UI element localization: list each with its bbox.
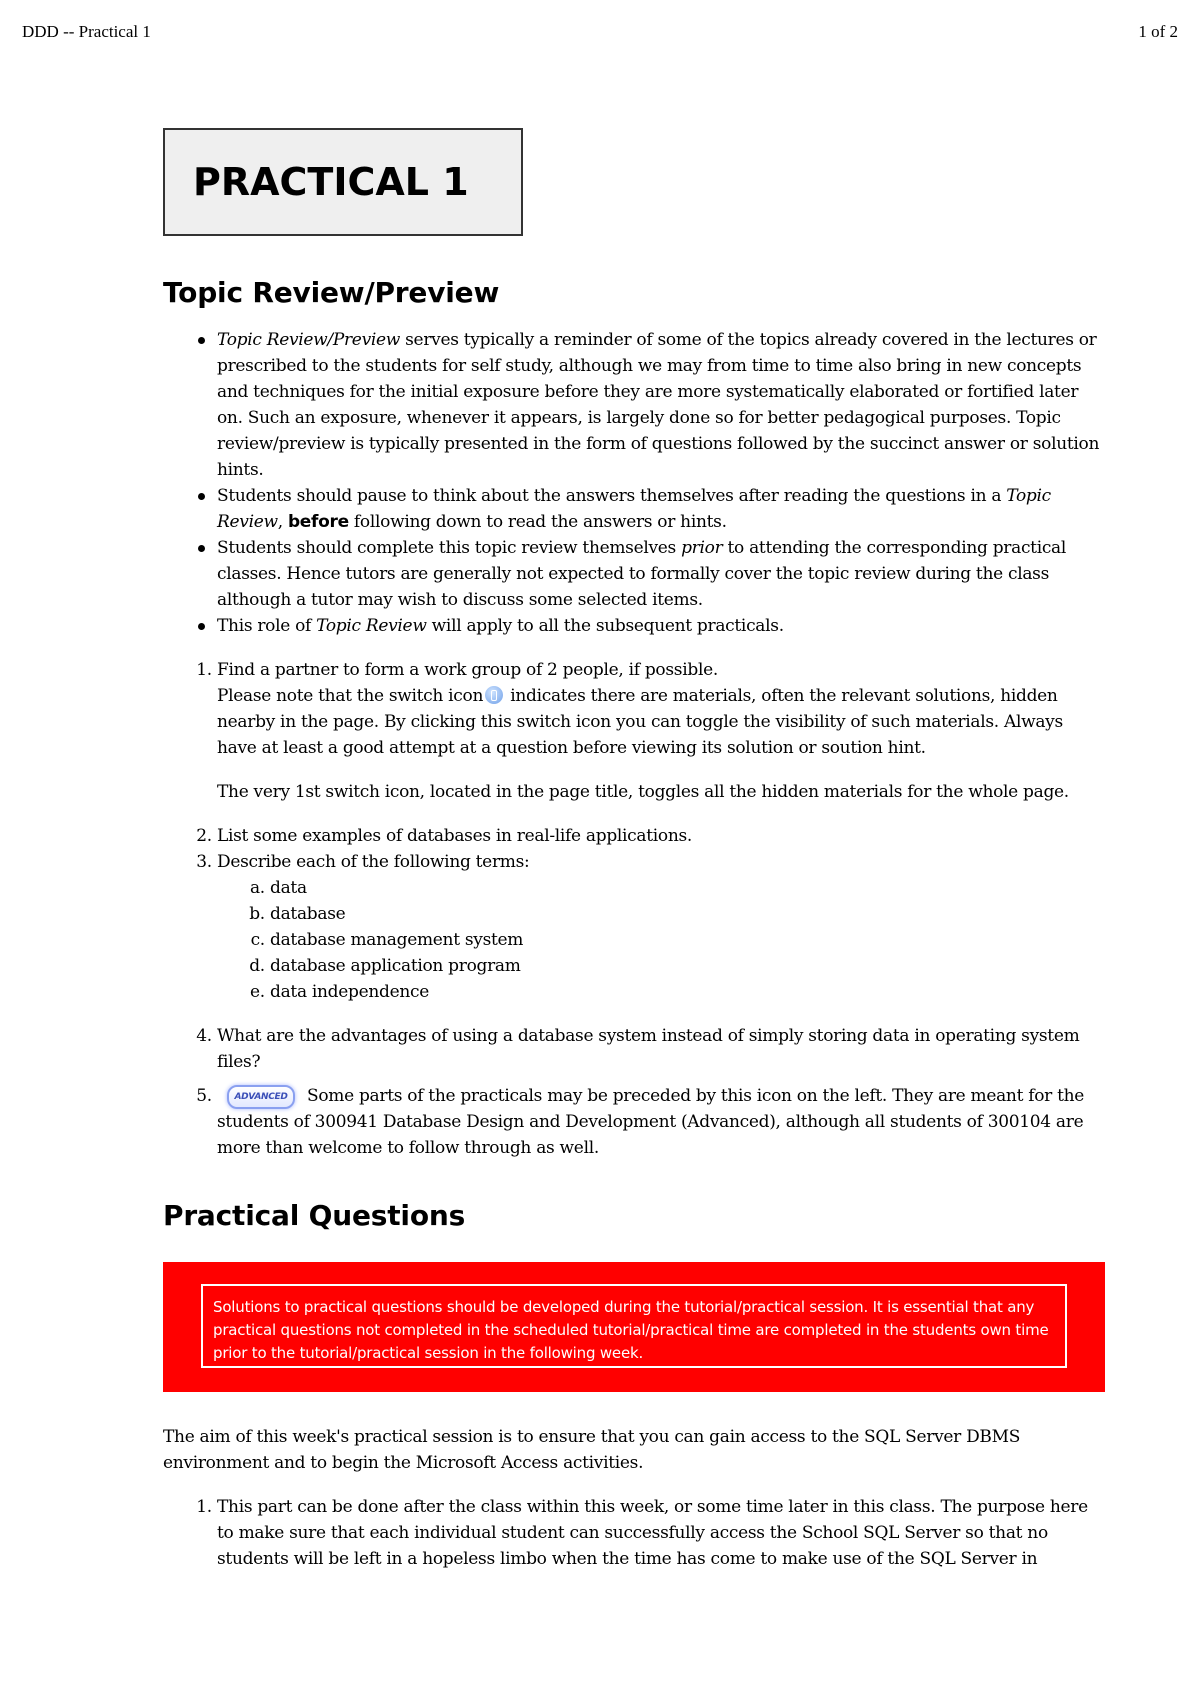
practical-item-1: 1. This part can be done after the class within this week, or some time later in this class. The purpose here to make sure that each individual student can successfully access the School SQL Server so that no students will be left in a hopeless limbo when the time has come to make use of the SQL Server in xyxy=(217,1494,1103,1572)
text: , xyxy=(277,512,288,532)
alert-text: Solutions to practical questions should be developed during the tutorial/practical session. It is essential that any practical questions not completed in the scheduled tutorial/practical time are completed in the students own time prior to the tutorial/practical session in the following week. xyxy=(201,1284,1067,1368)
page-number: 1 of 2 xyxy=(1138,22,1178,41)
page-header-title: DDD -- Practical 1 xyxy=(22,22,151,41)
advanced-badge-icon: ADVANCED xyxy=(227,1085,295,1109)
term-item: d. database application program xyxy=(270,953,1103,979)
aim-paragraph: The aim of this week's practical session is to ensure that you can gain access to the SQL Server DBMS environment and to begin the Microsoft Access activities. xyxy=(163,1427,1021,1473)
text: following down to read the answers or hints. xyxy=(348,512,727,532)
text: Find a partner to form a work group of 2 people, if possible. xyxy=(217,660,718,680)
question-3 xyxy=(217,849,1103,1023)
page-title: PRACTICAL 1 xyxy=(163,128,523,236)
term-item: c. database management system xyxy=(270,927,1103,953)
term-item: b. database xyxy=(270,901,1103,927)
emphasis: Topic Review xyxy=(217,486,1051,532)
practical-list xyxy=(163,1494,1103,1572)
topic-review-heading: Topic Review/Preview xyxy=(163,276,500,309)
text: Students should complete this topic review themselves xyxy=(217,538,682,558)
text: The very 1st switch icon, located in the page title, toggles all the hidden materials for the whole page. xyxy=(217,782,1069,802)
emphasis: Topic Review/Preview xyxy=(217,330,401,350)
text: Describe each of the following terms: xyxy=(217,852,530,872)
bullet-item xyxy=(217,535,1103,613)
text: to attending the corresponding practical classes. Hence tutors are generally not expected to formally cover the topic review during the class although a tutor may wish to discuss some selected items. xyxy=(217,538,1067,610)
topic-bullets xyxy=(163,327,1103,639)
switch-icon[interactable] xyxy=(485,686,503,704)
terms-list xyxy=(217,875,1103,1005)
topic-questions xyxy=(163,657,1103,1161)
bullet-item xyxy=(217,613,1103,639)
text: serves typically a reminder of some of the topics already covered in the lectures or prescribed to the students for self study, although we may from time to time also bring in new concepts and techniques for the initial exposure before they are more systematically elaborated or fortified later on. Such an exposure, whenever it appears, is largely done so for better pedagogical purposes. Topic review/preview is typically presented in the form of questions followed by the succinct answer or solution hints. xyxy=(217,330,1100,480)
text: will apply to all the subsequent practicals. xyxy=(426,616,784,636)
practical-questions-heading: Practical Questions xyxy=(163,1199,466,1232)
question-4 xyxy=(217,1023,1103,1083)
text: This role of xyxy=(217,616,317,636)
term-item: e. data independence xyxy=(270,979,1103,1005)
text: Students should pause to think about the answers themselves after reading the questions in a xyxy=(217,486,1007,506)
emphasis: Topic Review xyxy=(316,616,427,636)
question-2: 2. List some examples of databases in real-life applications. xyxy=(217,823,1103,849)
text: Please note that the switch icon xyxy=(217,686,484,706)
text: indicates there are materials, often the relevant solutions, hidden nearby in the page. By clicking this switch icon you can toggle the visibility of such materials. Always have at least a good attempt at a question before viewing its solution or soution hint. xyxy=(217,686,1063,758)
alert-box xyxy=(163,1262,1105,1392)
document-content xyxy=(163,128,1103,1572)
term-item: a. data xyxy=(270,875,1103,901)
text: What are the advantages of using a database system instead of simply storing data in operating system files? xyxy=(217,1026,1080,1072)
emphasis: prior xyxy=(681,538,723,558)
bullet-item xyxy=(217,483,1103,535)
text: Some parts of the practicals may be preceded by this icon on the left. They are meant for the students of 300941 Database Design and Development (Advanced), although all students of 300104 are more than welcome to follow through as well. xyxy=(217,1086,1085,1158)
bullet-item xyxy=(217,327,1103,483)
question-1 xyxy=(217,657,1103,805)
question-5 xyxy=(217,1083,1103,1161)
strong-text: before xyxy=(287,512,349,532)
